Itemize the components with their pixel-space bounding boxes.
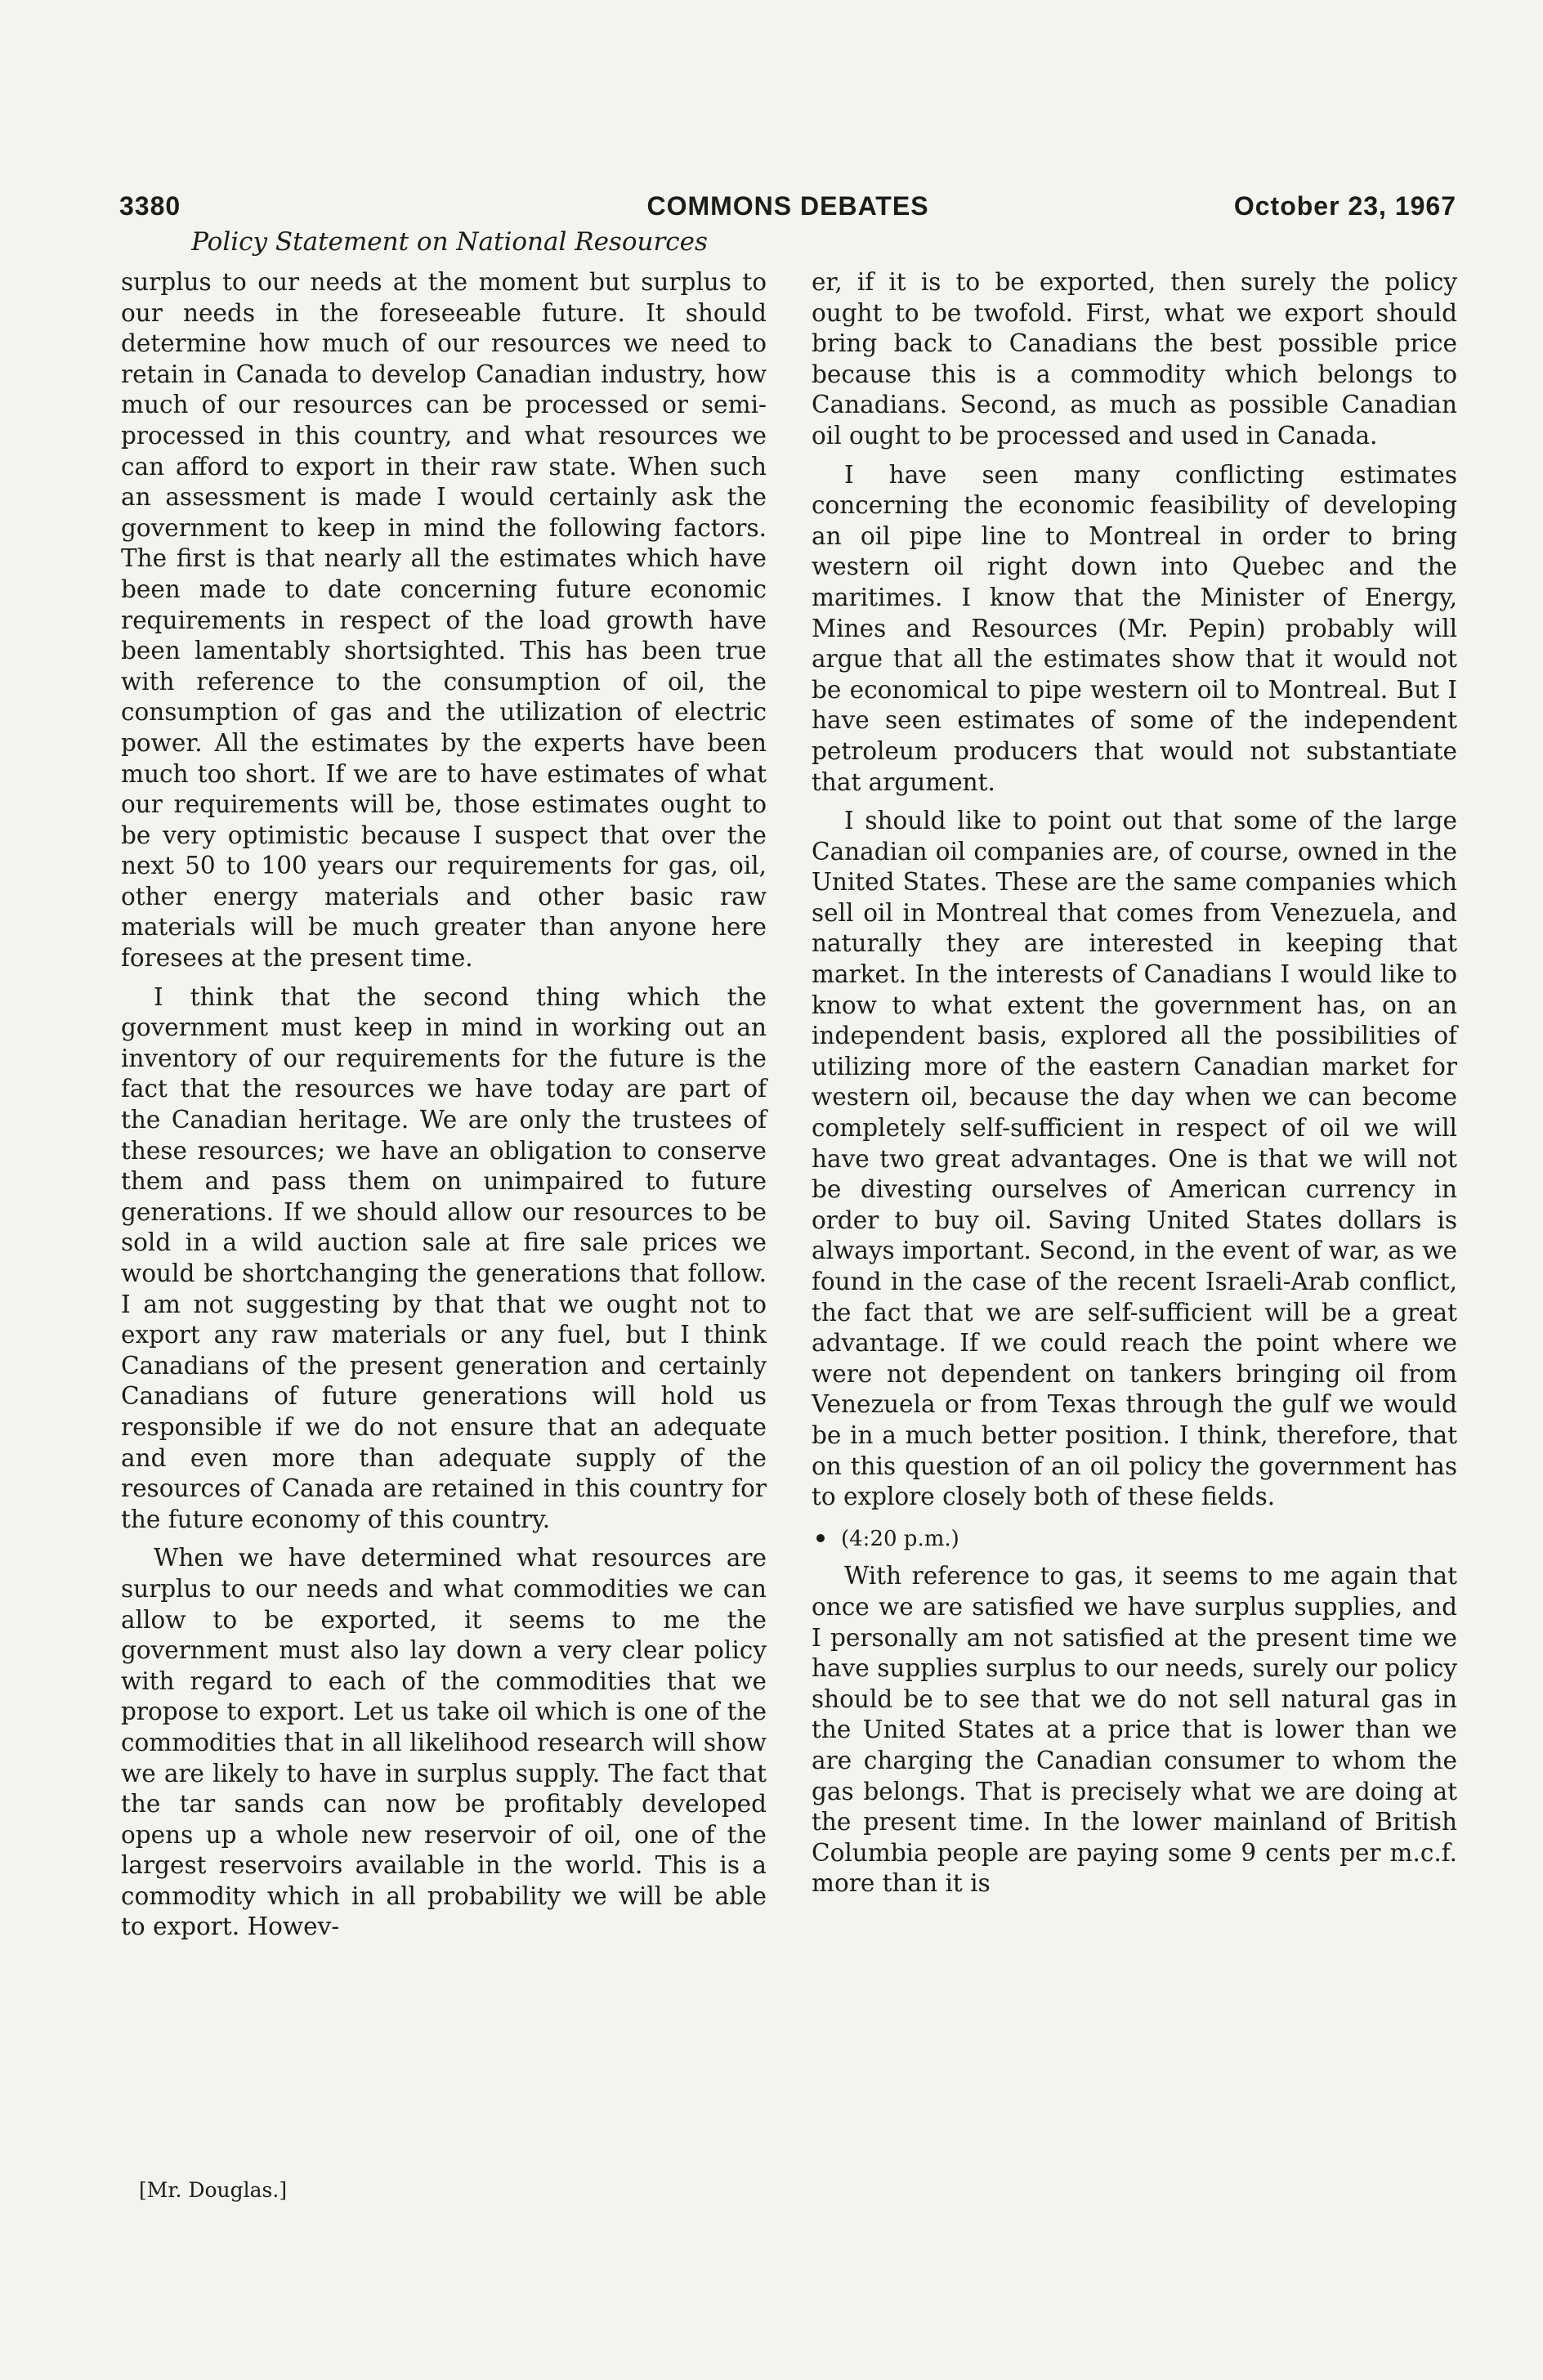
paragraph: I have seen many conflicting estimates concerning the economic feasibility of developing an oil pipe line to Montreal in order to bring western oil right down into Quebec and the maritimes. I know that the Minister of Energy, Mines and Resources (Mr. Pepin) probably will argue that all the estimates show that it would not be economical to pipe western oil to Montreal. But I have seen estimates of some of the independent petroleum producers that would not substantiate that argument. bbox=[812, 460, 1457, 796]
page-number: 3380 bbox=[119, 191, 181, 221]
section-heading: Policy Statement on National Resources bbox=[191, 227, 708, 257]
paragraph: With reference to gas, it seems to me again that once we are satisfied we have surplus supplies, and I personally am not satisfied at the present time we have supplies surplus to our needs, surely our policy should be to see that we do not sell natural gas in the United States at a price that is lower than we are charging the Canadian consumer to whom the gas belongs. That is precisely what we are doing at the present time. In the lower mainland of British Columbia people are paying some 9 cents per m.c.f. more than it is bbox=[812, 1562, 1457, 1898]
time-marker bbox=[812, 1524, 1457, 1555]
speaker-attribution: [Mr. Douglas.] bbox=[139, 2178, 288, 2202]
left-column bbox=[121, 267, 767, 1943]
paragraph: I think that the second thing which the government must keep in mind in working out an inventory of our requirements for the future is the fact that the resources we have today are part of the Canadian heritage. We are only the trustees of these resources; we have an obligation to conserve them and pass them on unimpaired to future generations. If we should allow our resources to be sold in a wild auction sale at fire sale prices we would be shortchanging the generations that follow. I am not suggesting by that that we ought not to export any raw materials or any fuel, but I think Canadians of the present generation and certainly Canadians of future generations will hold us responsible if we do not ensure that an adequate and even more than adequate supply of the resources of Canada are retained in this country for the future economy of this country. bbox=[121, 982, 767, 1533]
paragraph: er, if it is to be exported, then surely the policy ought to be twofold. First, what we export should bring back to Canadians the best possible price because this is a commodity which belongs to Canadians. Second, as much as possible Canadian oil ought to be processed and used in Canada. bbox=[812, 268, 1457, 450]
paragraph: I should like to point out that some of the large Canadian oil companies are, of course, owned in the United States. These are the same companies which sell oil in Montreal that comes from Venezuela, and naturally they are interested in keeping that market. In the interests of Canadians I would like to know to what extent the government has, on an independent basis, explored all the possibilities of utilizing more of the eastern Canadian market for western oil, because the day when we can become completely self-sufficient in respect of oil we will have two great advantages. One is that we will not be divesting ourselves of American currency in order to buy oil. Saving United States dollars is always important. Second, in the event of war, as we found in the case of the recent Israeli-Arab conflict, the fact that we are self-sufficient will be a great advantage. If we could reach the point where we were not dependent on tankers bringing oil from Venezuela or from Texas through the gulf we would be in a much better position. I think, therefore, that on this question of an oil policy the government has to explore closely both of these fields. bbox=[812, 807, 1457, 1511]
paragraph: surplus to our needs at the moment but surplus to our needs in the foreseeable future. It should determine how much of our resources we need to retain in Canada to develop Canadian industry, how much of our resources can be processed or semi-processed in this country, and what resources we can afford to export in their raw state. When such an assessment is made I would certainly ask the government to keep in mind the following factors. The first is that nearly all the estimates which have been made to date concerning future economic requirements in respect of the load growth have been lamentably shortsighted. This has been true with reference to the consumption of oil, the consumption of gas and the utilization of electric power. All the estimates by the experts have been much too short. If we are to have estimates of what our requirements will be, those estimates ought to be very optimistic because I suspect that over the next 50 to 100 years our requirements for gas, oil, other energy materials and other basic raw materials will be much greater than anyone here foresees at the present time. bbox=[121, 268, 767, 973]
timestamp-text: (4:20 p.m.) bbox=[841, 1526, 959, 1551]
bullet-icon bbox=[816, 1534, 825, 1542]
page-header bbox=[119, 191, 1456, 229]
publication-title: COMMONS DEBATES bbox=[646, 191, 929, 221]
issue-date: October 23, 1967 bbox=[1233, 191, 1456, 221]
paragraph: When we have determined what resources are surplus to our needs and what commodities we can allow to be exported, it seems to me the government must also lay down a very clear policy with regard to each of the commodities that we propose to export. Let us take oil which is one of the commodities that in all likelihood research will show we are likely to have in surplus supply. The fact that the tar sands can now be profitably developed opens up a whole new reservoir of oil, one of the largest reservoirs available in the world. This is a commodity which in all probability we will be able to export. Howev- bbox=[121, 1544, 767, 1941]
right-column bbox=[812, 267, 1457, 1899]
